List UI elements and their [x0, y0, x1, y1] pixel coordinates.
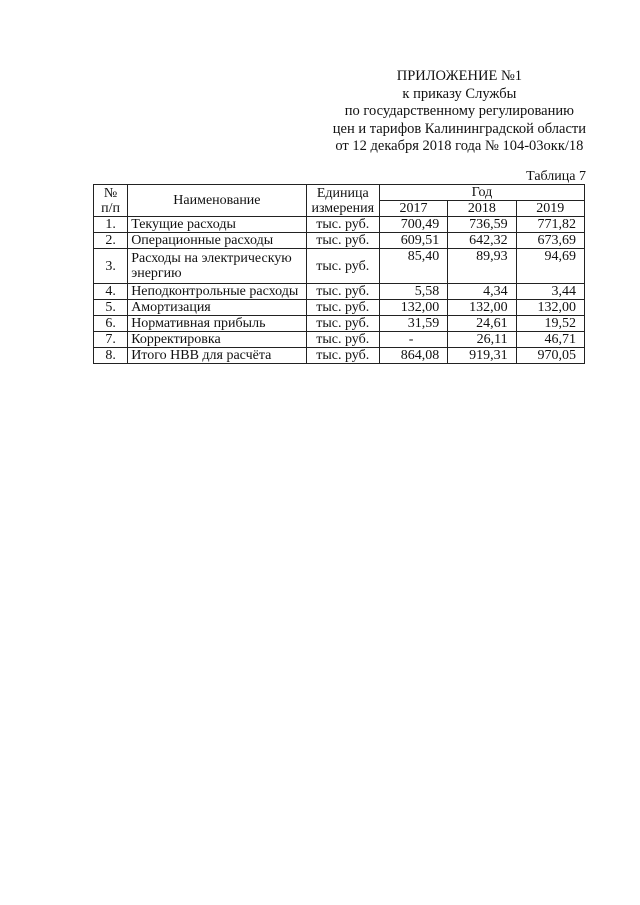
value-2019: 771,82 [516, 217, 584, 233]
row-name: Текущие расходы [128, 217, 306, 233]
value-2018: 24,61 [448, 316, 516, 332]
value-2018: 132,00 [448, 300, 516, 316]
table-row [94, 348, 585, 364]
order-reference: к приказу Службы [402, 85, 517, 102]
row-unit: тыс. руб. [306, 300, 379, 316]
agency-line-2: цен и тарифов Калининградской области [332, 120, 586, 137]
table-row [94, 332, 585, 348]
agency-line-1: по государственному регулированию [344, 103, 574, 119]
col-header-year: 2019 [516, 201, 584, 217]
row-unit: тыс. руб. [306, 332, 379, 348]
table-row [94, 300, 585, 316]
col-header-unit: Единица измерения [306, 185, 379, 217]
row-unit: тыс. руб. [306, 217, 379, 233]
row-num: 7. [94, 332, 128, 348]
row-unit: тыс. руб. [306, 284, 379, 300]
row-name: Нормативная прибыль [128, 316, 306, 332]
value-2019: 46,71 [516, 332, 584, 348]
value-2017: 132,00 [379, 300, 447, 316]
value-2017: - [379, 332, 447, 348]
table-row [94, 316, 585, 332]
value-2019: 132,00 [516, 300, 584, 316]
table-row [94, 217, 585, 233]
value-2018: 89,93 [448, 249, 516, 284]
document-header [333, 68, 586, 156]
value-2019: 94,69 [516, 249, 584, 284]
row-num: 6. [94, 316, 128, 332]
value-2017: 864,08 [379, 348, 447, 364]
col-header-year-group: Год [379, 185, 584, 201]
value-2018: 26,11 [448, 332, 516, 348]
table-label: Таблица 7 [526, 169, 586, 184]
row-unit: тыс. руб. [306, 233, 379, 249]
value-2018: 919,31 [448, 348, 516, 364]
table-row [94, 233, 585, 249]
value-2017: 609,51 [379, 233, 447, 249]
appendix-title: ПРИЛОЖЕНИЕ №1 [396, 68, 523, 84]
value-2017: 85,40 [379, 249, 447, 284]
row-unit: тыс. руб. [306, 316, 379, 332]
expenses-table [93, 184, 585, 364]
row-name: Неподконтрольные расходы [128, 284, 306, 300]
table-row [94, 249, 585, 284]
row-num: 4. [94, 284, 128, 300]
value-2018: 4,34 [448, 284, 516, 300]
row-name: Корректировка [128, 332, 306, 348]
table-row [94, 284, 585, 300]
row-unit: тыс. руб. [306, 348, 379, 364]
value-2017: 5,58 [379, 284, 447, 300]
col-header-year: 2017 [379, 201, 447, 217]
row-name: Амортизация [128, 300, 306, 316]
value-2019: 970,05 [516, 348, 584, 364]
col-header-name: Наименование [128, 185, 306, 217]
row-num: 3. [94, 249, 128, 284]
row-num: 1. [94, 217, 128, 233]
row-unit: тыс. руб. [306, 249, 379, 284]
row-name: Итого НВВ для расчёта [128, 348, 306, 364]
row-num: 5. [94, 300, 128, 316]
value-2018: 736,59 [448, 217, 516, 233]
value-2019: 3,44 [516, 284, 584, 300]
order-date-number: от 12 декабря 2018 года № 104-03окк/18 [335, 138, 584, 154]
row-num: 2. [94, 233, 128, 249]
col-header-year: 2018 [448, 201, 516, 217]
value-2018: 642,32 [448, 233, 516, 249]
value-2019: 19,52 [516, 316, 584, 332]
col-header-num: № п/п [94, 185, 128, 217]
row-name: Операционные расходы [128, 233, 306, 249]
row-name: Расходы на электрическую энергию [128, 249, 306, 284]
value-2017: 700,49 [379, 217, 447, 233]
value-2017: 31,59 [379, 316, 447, 332]
value-2019: 673,69 [516, 233, 584, 249]
row-num: 8. [94, 348, 128, 364]
